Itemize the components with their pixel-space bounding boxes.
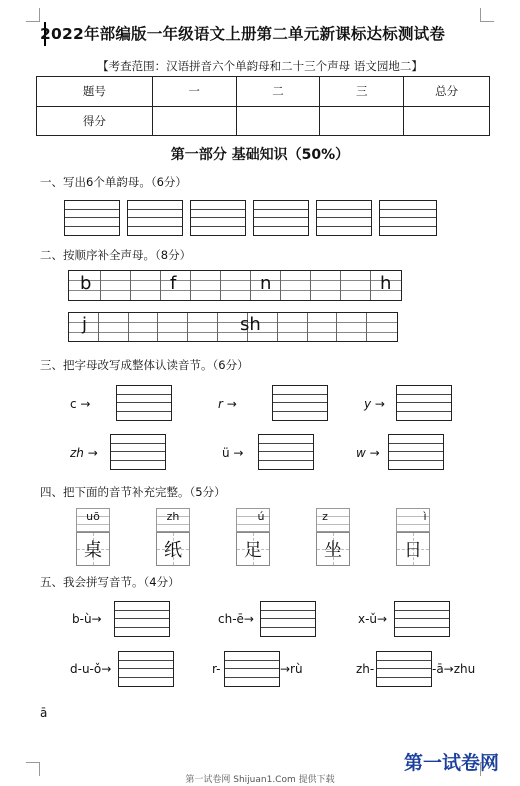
four-line-box[interactable] <box>379 200 437 236</box>
given-letter: n <box>260 273 272 294</box>
question-1: 一、写出6个单韵母。（6分） <box>40 175 187 189</box>
four-line-box[interactable] <box>114 601 170 637</box>
exam-scope: 【考查范围：汉语拼音六个单韵母和二十三个声母 语文园地二】 <box>97 59 423 73</box>
transform-label: c → <box>70 397 91 411</box>
given-letter: sh <box>240 314 261 335</box>
stray-character: ā <box>40 706 48 720</box>
spell-label: d-u-ǒ→ <box>70 662 112 676</box>
four-line-box[interactable] <box>253 200 309 236</box>
page-footer: 第一试卷网 Shijuan1.Com 提供下载 <box>185 775 335 785</box>
transform-label: w → <box>356 446 380 460</box>
four-line-box[interactable] <box>388 434 444 470</box>
hanzi-char: 桌 <box>84 540 102 561</box>
consonant-grid-row-1[interactable] <box>68 270 402 301</box>
score-cell[interactable] <box>236 106 320 136</box>
given-letter: b <box>80 273 92 294</box>
pinyin-text: zh <box>166 510 180 523</box>
consonant-grid-row-2[interactable] <box>68 312 398 342</box>
part1-heading: 第一部分 基础知识（50%） <box>170 147 350 163</box>
pinyin-text: ú <box>257 510 265 523</box>
given-letter: h <box>380 273 392 294</box>
pinyin-text: z <box>322 510 328 523</box>
score-table-header-row <box>37 77 490 107</box>
document-title: 2022年部编版一年级语文上册第二单元新课标达标测试卷 <box>40 25 446 43</box>
score-table <box>36 76 490 136</box>
four-line-box[interactable] <box>116 385 172 421</box>
score-cell[interactable] <box>404 106 490 136</box>
question-5: 五、我会拼写音节。（4分） <box>40 575 180 589</box>
transform-label: y → <box>364 397 385 411</box>
pinyin-text: uō <box>86 510 100 523</box>
spell-label: r- <box>212 662 221 676</box>
pinyin-text: ì <box>423 510 427 523</box>
transform-label: ü → <box>222 446 244 460</box>
crop-mark-top-left <box>26 8 40 22</box>
given-letter: f <box>170 273 177 294</box>
header-cell: 总分 <box>404 77 490 107</box>
four-line-box[interactable] <box>110 434 166 470</box>
four-line-box[interactable] <box>376 651 432 687</box>
question-4: 四、把下面的音节补充完整。（5分） <box>40 485 226 499</box>
transform-label: r → <box>218 397 237 411</box>
spell-label: ch-ē→ <box>218 612 254 626</box>
hanzi-char: 足 <box>244 540 262 561</box>
header-cell: 题号 <box>37 77 153 107</box>
crop-mark-top-right <box>480 8 494 22</box>
score-cell[interactable] <box>320 106 404 136</box>
hanzi-char: 日 <box>404 540 422 561</box>
spell-label: zh- <box>356 662 375 676</box>
score-cell[interactable] <box>152 106 236 136</box>
hanzi-char: 纸 <box>164 540 182 561</box>
header-cell: 三 <box>320 77 404 107</box>
four-line-box[interactable] <box>272 385 328 421</box>
spell-label: -ā→zhu <box>432 662 476 676</box>
question-3: 三、把字母改写成整体认读音节。（6分） <box>40 358 249 372</box>
watermark-brand: 第一试卷网 <box>404 752 500 774</box>
four-line-box[interactable] <box>127 200 183 236</box>
four-line-box[interactable] <box>224 651 280 687</box>
transform-label: zh → <box>70 446 98 460</box>
spell-label: b-ù→ <box>72 612 102 626</box>
question-2: 二、按顺序补全声母。（8分） <box>40 248 192 262</box>
spell-label: x-ǔ→ <box>358 612 388 626</box>
four-line-box[interactable] <box>64 200 120 236</box>
given-letter: j <box>82 314 88 335</box>
four-line-box[interactable] <box>190 200 246 236</box>
row-label-cell: 得分 <box>37 106 153 136</box>
header-cell: 一 <box>152 77 236 107</box>
four-line-box[interactable] <box>258 434 314 470</box>
hanzi-char: 坐 <box>324 540 342 561</box>
four-line-box[interactable] <box>118 651 174 687</box>
header-cell: 二 <box>236 77 320 107</box>
four-line-box[interactable] <box>396 385 452 421</box>
spell-label: →rù <box>280 662 303 676</box>
score-table-score-row <box>37 106 490 136</box>
four-line-box[interactable] <box>394 601 450 637</box>
four-line-box[interactable] <box>260 601 316 637</box>
four-line-box[interactable] <box>316 200 372 236</box>
